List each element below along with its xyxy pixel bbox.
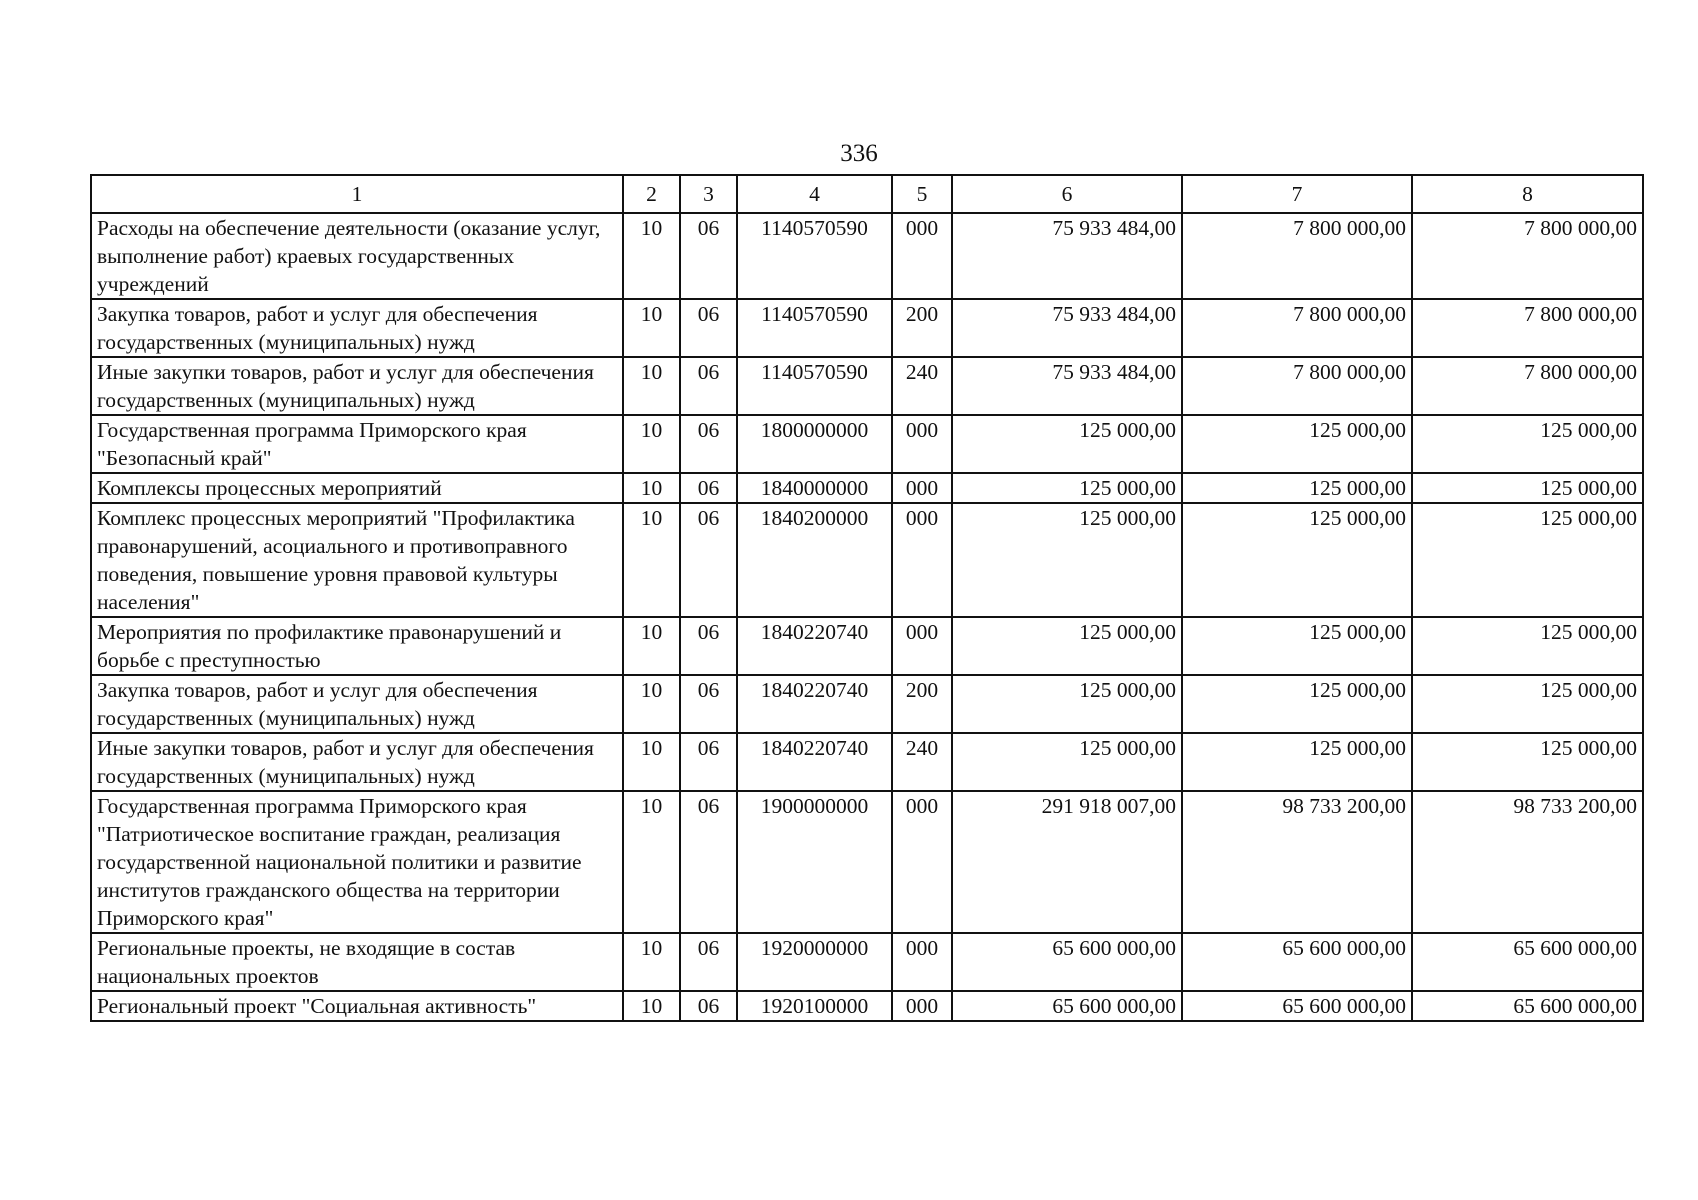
table-row: [91, 733, 1643, 791]
target-article-code: 1140570590: [737, 357, 892, 415]
amount-col-8: 7 800 000,00: [1412, 299, 1643, 357]
table-row: [91, 675, 1643, 733]
target-article-code: 1800000000: [737, 415, 892, 473]
amount-col-8: 125 000,00: [1412, 617, 1643, 675]
target-article-code: 1840220740: [737, 617, 892, 675]
section-code: 10: [623, 415, 680, 473]
target-article-code: 1920100000: [737, 991, 892, 1021]
amount-col-7: 125 000,00: [1182, 415, 1412, 473]
section-code: 10: [623, 675, 680, 733]
subsection-code: 06: [680, 733, 737, 791]
table-header: [91, 175, 1643, 213]
subsection-code: 06: [680, 473, 737, 503]
amount-col-8: 65 600 000,00: [1412, 991, 1643, 1021]
table-row: [91, 415, 1643, 473]
amount-col-8: 125 000,00: [1412, 675, 1643, 733]
expense-type-code: 000: [892, 415, 952, 473]
table-row: [91, 357, 1643, 415]
section-code: 10: [623, 733, 680, 791]
header-col-8: 8: [1412, 175, 1643, 213]
amount-col-6: 125 000,00: [952, 415, 1182, 473]
table-row: [91, 933, 1643, 991]
expense-type-code: 200: [892, 675, 952, 733]
target-article-code: 1900000000: [737, 791, 892, 933]
amount-col-7: 125 000,00: [1182, 503, 1412, 617]
expense-type-code: 200: [892, 299, 952, 357]
header-col-4: 4: [737, 175, 892, 213]
expense-type-code: 000: [892, 791, 952, 933]
expense-type-code: 000: [892, 933, 952, 991]
amount-col-7: 7 800 000,00: [1182, 299, 1412, 357]
item-name: Закупка товаров, работ и услуг для обеспечения государственных (муниципальных) нужд: [91, 299, 623, 357]
amount-col-8: 7 800 000,00: [1412, 357, 1643, 415]
amount-col-6: 75 933 484,00: [952, 299, 1182, 357]
amount-col-6: 125 000,00: [952, 503, 1182, 617]
amount-col-8: 65 600 000,00: [1412, 933, 1643, 991]
amount-col-6: 75 933 484,00: [952, 357, 1182, 415]
amount-col-6: 75 933 484,00: [952, 213, 1182, 299]
header-col-7: 7: [1182, 175, 1412, 213]
item-name: Закупка товаров, работ и услуг для обеспечения государственных (муниципальных) нужд: [91, 675, 623, 733]
table-row: [91, 991, 1643, 1021]
amount-col-7: 125 000,00: [1182, 617, 1412, 675]
item-name: Региональный проект "Социальная активность": [91, 991, 623, 1021]
amount-col-8: 125 000,00: [1412, 415, 1643, 473]
expense-type-code: 000: [892, 473, 952, 503]
subsection-code: 06: [680, 503, 737, 617]
amount-col-6: 125 000,00: [952, 473, 1182, 503]
amount-col-7: 98 733 200,00: [1182, 791, 1412, 933]
expense-type-code: 000: [892, 503, 952, 617]
amount-col-8: 125 000,00: [1412, 473, 1643, 503]
target-article-code: 1840200000: [737, 503, 892, 617]
table-row: [91, 213, 1643, 299]
subsection-code: 06: [680, 299, 737, 357]
item-name: Комплексы процессных мероприятий: [91, 473, 623, 503]
item-name: Расходы на обеспечение деятельности (оказание услуг, выполнение работ) краевых государственных учреждений: [91, 213, 623, 299]
header-col-6: 6: [952, 175, 1182, 213]
expense-type-code: 000: [892, 991, 952, 1021]
header-row: [91, 175, 1643, 213]
section-code: 10: [623, 299, 680, 357]
target-article-code: 1140570590: [737, 299, 892, 357]
amount-col-8: 125 000,00: [1412, 503, 1643, 617]
item-name: Региональные проекты, не входящие в состав национальных проектов: [91, 933, 623, 991]
section-code: 10: [623, 933, 680, 991]
amount-col-6: 65 600 000,00: [952, 991, 1182, 1021]
item-name: Мероприятия по профилактике правонарушений и борьбе с преступностью: [91, 617, 623, 675]
expense-type-code: 240: [892, 357, 952, 415]
header-col-3: 3: [680, 175, 737, 213]
section-code: 10: [623, 617, 680, 675]
amount-col-6: 125 000,00: [952, 617, 1182, 675]
budget-table: [90, 174, 1644, 1022]
header-col-5: 5: [892, 175, 952, 213]
table-row: [91, 473, 1643, 503]
amount-col-7: 7 800 000,00: [1182, 213, 1412, 299]
amount-col-7: 65 600 000,00: [1182, 991, 1412, 1021]
header-col-1: 1: [91, 175, 623, 213]
subsection-code: 06: [680, 791, 737, 933]
item-name: Государственная программа Приморского края "Патриотическое воспитание граждан, реализация государственной национальной политики и развитие институтов гражданского общества на территории Приморского края": [91, 791, 623, 933]
amount-col-6: 125 000,00: [952, 733, 1182, 791]
amount-col-7: 125 000,00: [1182, 675, 1412, 733]
amount-col-6: 291 918 007,00: [952, 791, 1182, 933]
subsection-code: 06: [680, 675, 737, 733]
amount-col-8: 98 733 200,00: [1412, 791, 1643, 933]
expense-type-code: 000: [892, 213, 952, 299]
item-name: Комплекс процессных мероприятий "Профилактика правонарушений, асоциального и противоправного поведения, повышение уровня правовой культуры населения": [91, 503, 623, 617]
expense-type-code: 240: [892, 733, 952, 791]
section-code: 10: [623, 213, 680, 299]
page-number: 336: [840, 140, 878, 167]
target-article-code: 1920000000: [737, 933, 892, 991]
subsection-code: 06: [680, 617, 737, 675]
header-col-2: 2: [623, 175, 680, 213]
subsection-code: 06: [680, 933, 737, 991]
table-row: [91, 617, 1643, 675]
amount-col-6: 65 600 000,00: [952, 933, 1182, 991]
amount-col-7: 125 000,00: [1182, 473, 1412, 503]
target-article-code: 1840000000: [737, 473, 892, 503]
table-body: [91, 213, 1643, 1021]
amount-col-7: 7 800 000,00: [1182, 357, 1412, 415]
table-row: [91, 503, 1643, 617]
section-code: 10: [623, 357, 680, 415]
subsection-code: 06: [680, 415, 737, 473]
target-article-code: 1840220740: [737, 675, 892, 733]
section-code: 10: [623, 473, 680, 503]
amount-col-7: 125 000,00: [1182, 733, 1412, 791]
section-code: 10: [623, 503, 680, 617]
amount-col-8: 7 800 000,00: [1412, 213, 1643, 299]
section-code: 10: [623, 791, 680, 933]
subsection-code: 06: [680, 991, 737, 1021]
amount-col-8: 125 000,00: [1412, 733, 1643, 791]
section-code: 10: [623, 991, 680, 1021]
amount-col-7: 65 600 000,00: [1182, 933, 1412, 991]
target-article-code: 1840220740: [737, 733, 892, 791]
subsection-code: 06: [680, 357, 737, 415]
amount-col-6: 125 000,00: [952, 675, 1182, 733]
table-row: [91, 299, 1643, 357]
table-row: [91, 791, 1643, 933]
item-name: Иные закупки товаров, работ и услуг для обеспечения государственных (муниципальных) нужд: [91, 733, 623, 791]
expense-type-code: 000: [892, 617, 952, 675]
target-article-code: 1140570590: [737, 213, 892, 299]
subsection-code: 06: [680, 213, 737, 299]
item-name: Государственная программа Приморского края "Безопасный край": [91, 415, 623, 473]
item-name: Иные закупки товаров, работ и услуг для обеспечения государственных (муниципальных) нужд: [91, 357, 623, 415]
